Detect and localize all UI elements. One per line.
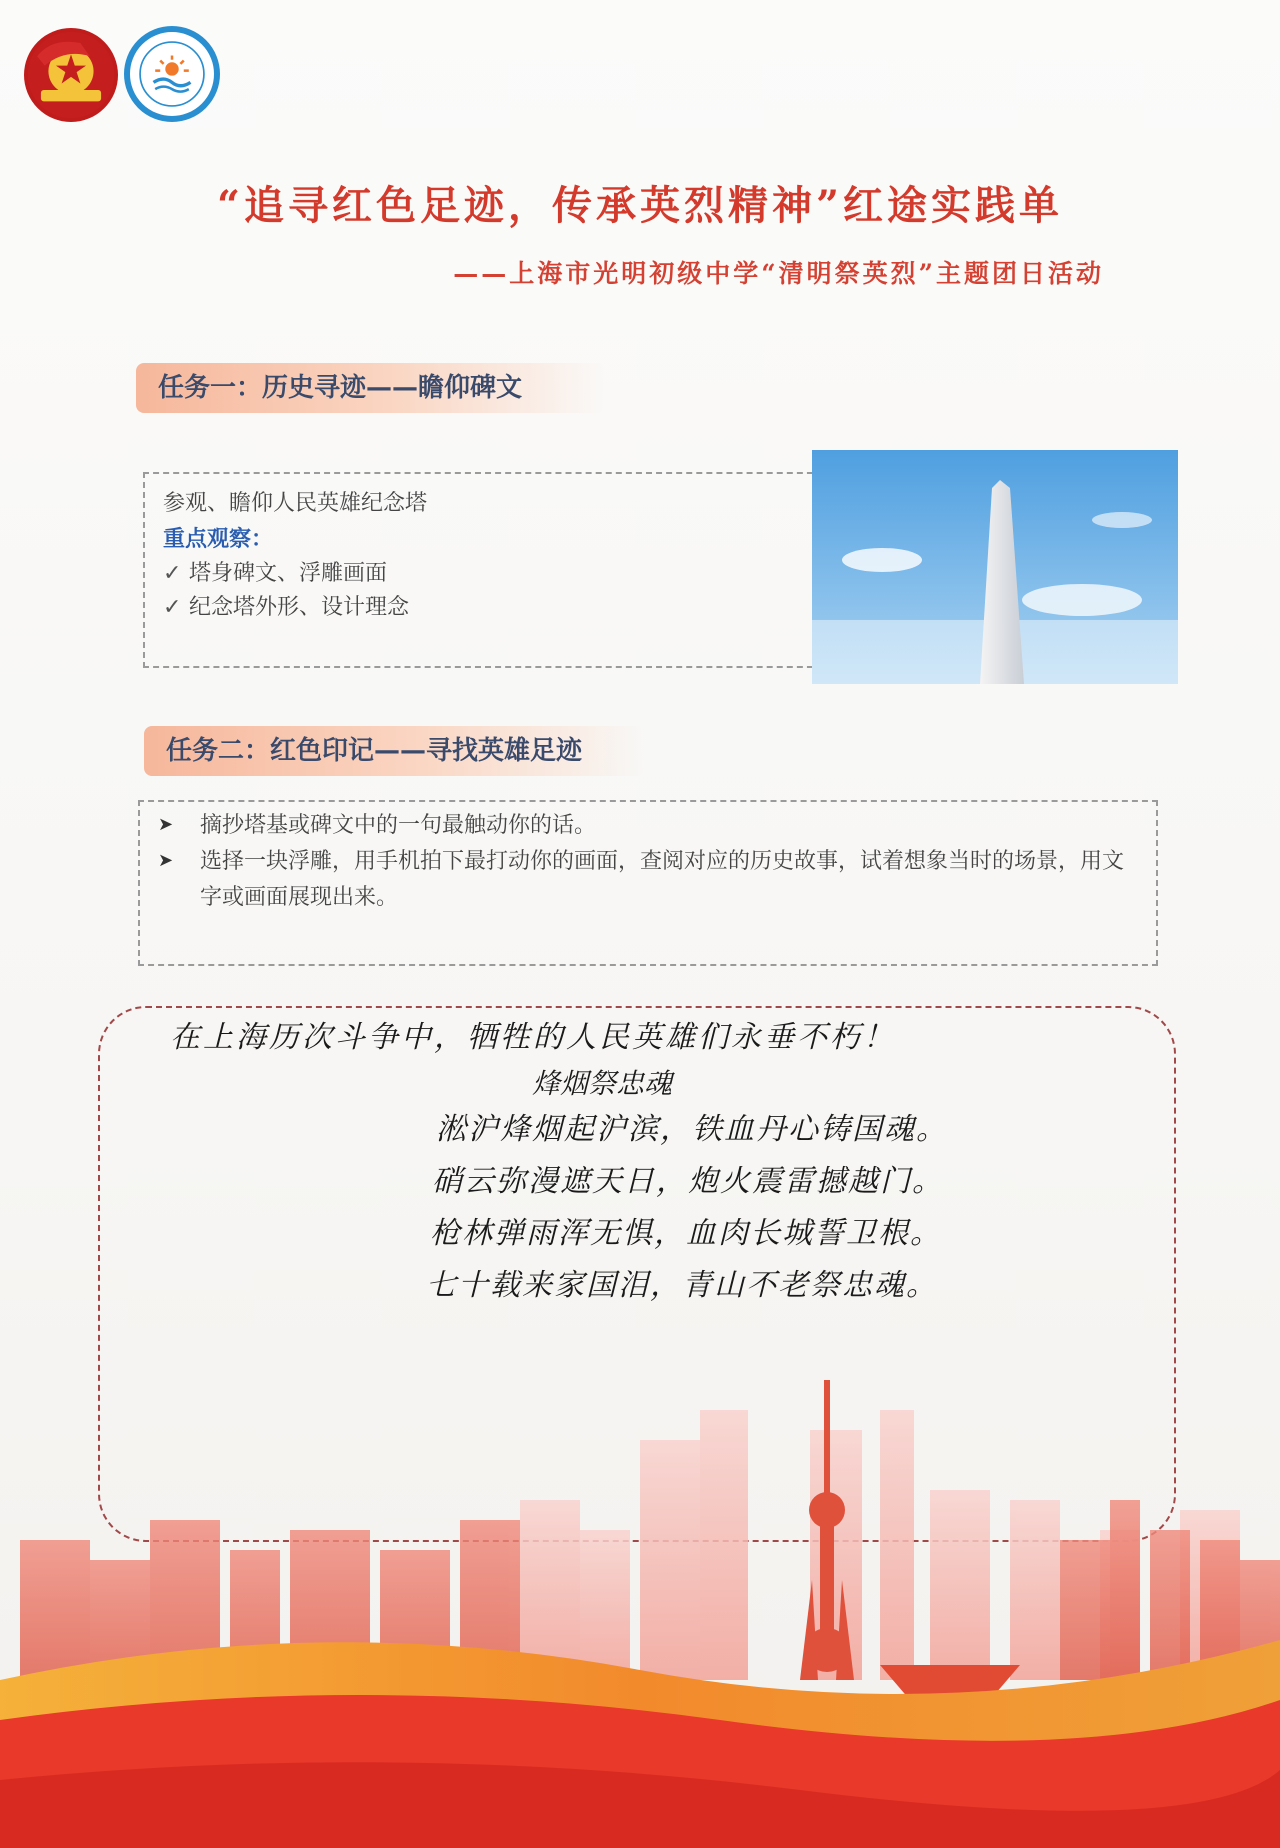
handwritten-poem-title: 烽烟祭忠魂 (532, 1067, 673, 1100)
task2-item: 选择一块浮雕，用手机拍下最打动你的画面，查阅对应的历史故事，试着想象当时的场景，用文字或画面展现出来。 (200, 849, 1125, 910)
cropped-top-strip (0, 0, 1280, 14)
arrow-bullet-icon: ➤ (158, 850, 174, 871)
handwritten-poem-line: 枪林弹雨浑无惧，血肉长城誓卫根。 (430, 1216, 942, 1251)
school-logo-graphic (130, 32, 214, 116)
task1-heading: 任务一：历史寻迹——瞻仰碑文 (136, 363, 606, 413)
task1-item-text: 纪念塔外形、设计理念 (189, 595, 410, 620)
handwritten-poem-line: 淞沪烽烟起沪滨，铁血丹心铸国魂。 (436, 1112, 948, 1147)
youth-league-emblem-graphic (24, 28, 118, 122)
handwritten-poem-line: 七十载来家国泪，青山不老祭忠魂。 (426, 1268, 938, 1303)
arrow-bullet-icon: ➤ (158, 814, 174, 835)
task1-box (143, 472, 823, 668)
task1-intro: 参观、瞻仰人民英雄纪念塔 (163, 491, 428, 516)
worksheet-subtitle: ——上海市光明初级中学“清明祭英烈”主题团日活动 (453, 259, 1104, 288)
handwritten-poem-line: 硝云弥漫遮天日，炮火震雷撼越门。 (432, 1164, 944, 1199)
shanghai-skyline-decoration (0, 1380, 1280, 1848)
check-icon: ✓ (163, 595, 182, 620)
task2-item: 摘抄塔基或碑文中的一句最触动你的话。 (200, 813, 597, 838)
handwritten-quote: 在上海历次斗争中，牺牲的人民英雄们永垂不朽！ (170, 1020, 896, 1055)
worksheet-title: “追寻红色足迹，传承英烈精神”红途实践单 (216, 182, 1063, 229)
check-icon: ✓ (163, 561, 182, 586)
task1-item (163, 556, 387, 587)
task1-item (163, 590, 409, 621)
school-logo (124, 26, 220, 122)
monument-photo-graphic (812, 450, 1178, 684)
task2-box (138, 800, 1158, 966)
monument-photo (812, 450, 1178, 684)
task1-focus-label: 重点观察： (163, 526, 274, 552)
task1-item-text: 塔身碑文、浮雕画面 (189, 561, 388, 586)
youth-league-emblem (24, 28, 118, 122)
task2-heading: 任务二：红色印记——寻找英雄足迹 (144, 726, 644, 776)
